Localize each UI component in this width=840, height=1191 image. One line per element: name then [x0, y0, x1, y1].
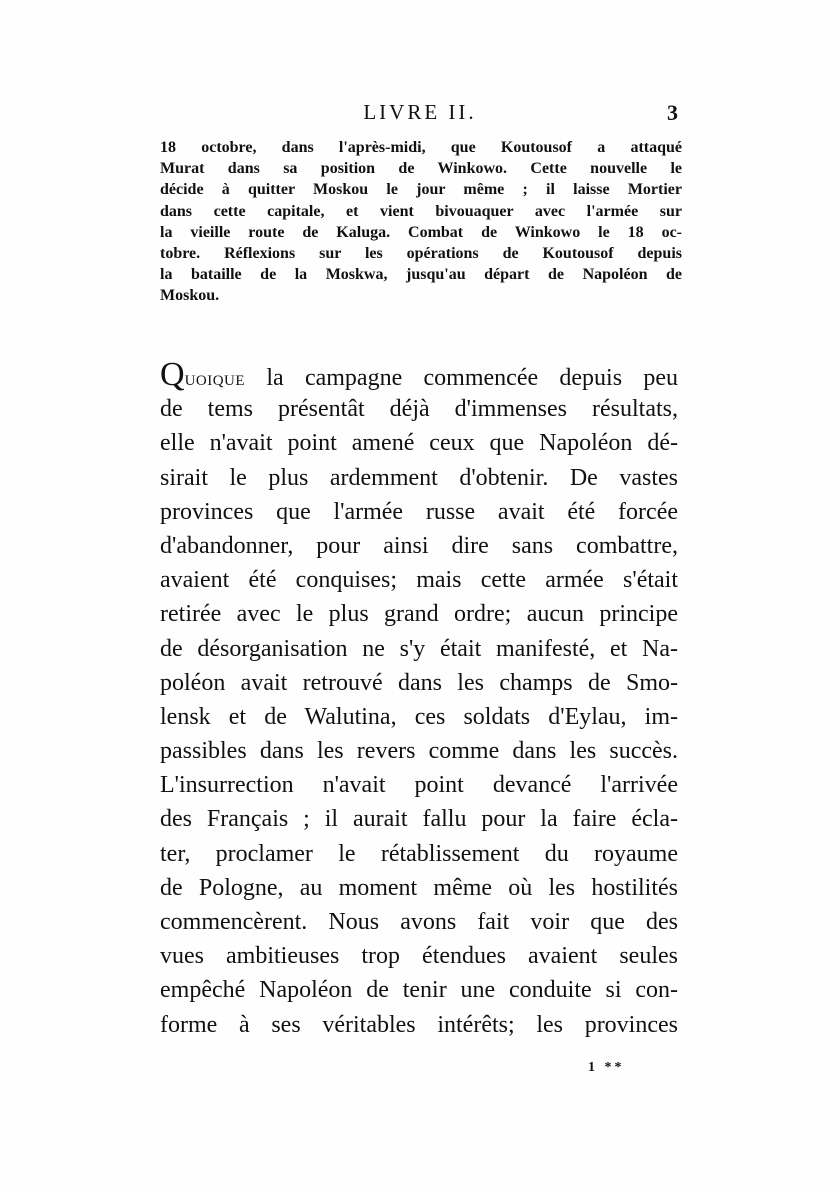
body-line: vues ambitieuses trop étendues avaient seules — [160, 943, 678, 970]
body-line: poléon avait retrouvé dans les champs de Smo- — [160, 669, 678, 696]
drop-cap: Q — [160, 356, 185, 393]
body-line: L'insurrection n'avait point devancé l'arrivée — [160, 772, 678, 799]
body-line: de tems présentât déjà d'immenses résultats, — [160, 396, 678, 423]
summary-line: 18 octobre, dans l'après-midi, que Koutousof a attaqué — [160, 139, 682, 156]
summary-line: décide à quitter Moskou le jour même ; il laisse Mortier — [160, 181, 682, 199]
body-line: des Français ; il aurait fallu pour la faire écla- — [160, 806, 678, 833]
summary-line: la vieille route de Kaluga. Combat de Winkowo le 18 oc- — [160, 223, 682, 241]
body-line: ter, proclamer le rétablissement du royaume — [160, 840, 678, 867]
summary-line: Murat dans sa position de Winkowo. Cette nouvelle le — [160, 160, 682, 178]
small-caps-word: uoique — [184, 366, 246, 390]
body-line: de Pologne, au moment même où les hostilités — [160, 874, 678, 901]
body-line: sirait le plus ardemment d'obtenir. De vastes — [160, 464, 678, 491]
first-body-line — [160, 358, 678, 392]
body-line: de désorganisation ne s'y était manifesté, et Na- — [160, 635, 678, 662]
body-line: retirée avec le plus grand ordre; aucun principe — [160, 601, 678, 628]
chapter-summary — [160, 137, 682, 307]
summary-line: Moskou. — [160, 287, 220, 305]
page-number: 3 — [667, 100, 678, 125]
body-line: passibles dans les revers comme dans les succès. — [160, 738, 678, 765]
body-line: commencèrent. Nous avons fait voir que des — [160, 909, 678, 935]
body-line: lensk et de Walutina, ces soldats d'Eylau, im- — [160, 703, 678, 730]
body-line: elle n'avait point amené ceux que Napoléon dé- — [160, 430, 678, 457]
body-line: empêché Napoléon de tenir une conduite si con- — [160, 977, 678, 1004]
summary-line: dans cette capitale, et vient bivouaquer avec l'armée sur — [160, 202, 682, 220]
body-line: avaient été conquises; mais cette armée s'était — [160, 567, 678, 594]
summary-line: la bataille de la Moskwa, jusqu'au départ de Napoléon de — [160, 266, 682, 284]
page-header — [160, 100, 680, 132]
body-line: provinces que l'armée russe avait été forcée — [160, 498, 678, 525]
body-text — [160, 358, 678, 1042]
summary-line: tobre. Réflexions sur les opérations de Koutousof depuis — [160, 244, 682, 262]
body-line: forme à ses véritables intérêts; les provinces — [160, 1011, 678, 1038]
running-head: LIVRE II. — [363, 100, 477, 124]
signature-mark: 1 ** — [588, 1060, 625, 1075]
body-line: d'abandonner, pour ainsi dire sans combattre, — [160, 532, 678, 559]
first-line-rest: la campagne commencée depuis peu — [266, 365, 679, 391]
